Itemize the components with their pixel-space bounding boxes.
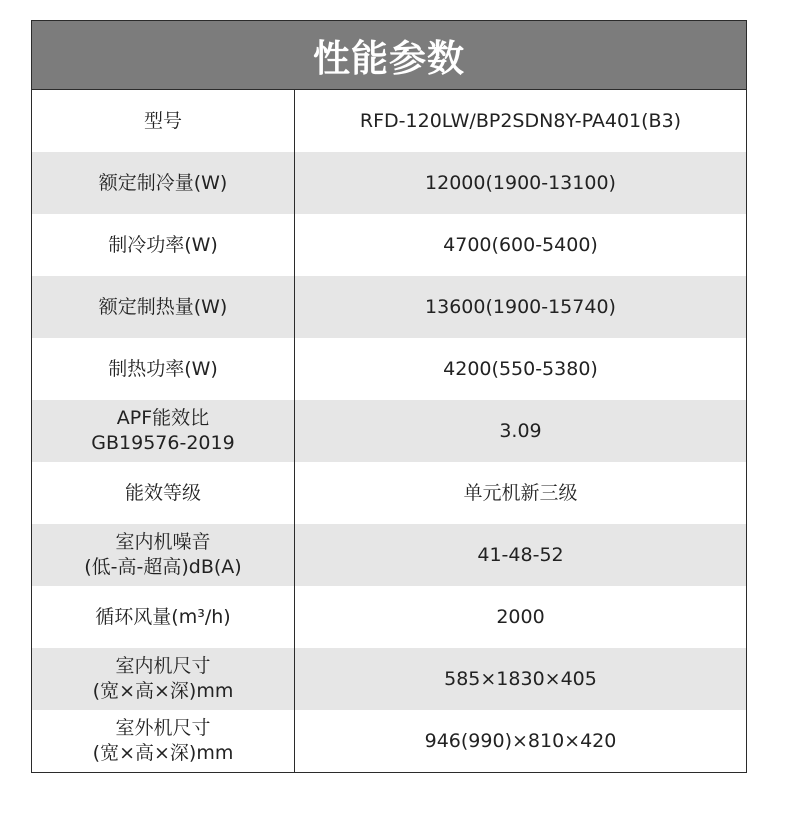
- row-value: 41-48-52: [477, 543, 564, 566]
- row-label: [32, 90, 295, 152]
- row-label-line: (宽×高×深)mm: [92, 742, 234, 764]
- row-label-line: 额定制热量(W): [98, 295, 228, 318]
- row-label: [32, 214, 295, 276]
- row-value: 单元机新三级: [463, 481, 578, 504]
- row-value: 4200(550-5380): [443, 357, 598, 380]
- row-label: [32, 462, 295, 524]
- row-label-line: GB19576-2019: [91, 432, 235, 454]
- row-value: 4700(600-5400): [443, 233, 598, 256]
- table-row-airflow: [32, 586, 746, 648]
- row-value: 3.09: [499, 419, 542, 442]
- table-row-model: [32, 90, 746, 152]
- table-row-energy-grade: [32, 462, 746, 524]
- table-row-indoor-dimensions: [32, 648, 746, 710]
- row-label: [32, 648, 295, 710]
- row-label-line: 制热功率(W): [108, 357, 218, 380]
- row-label: [32, 338, 295, 400]
- row-value: 2000: [496, 605, 545, 628]
- row-label-line: 制冷功率(W): [108, 233, 218, 256]
- table-row-rated-cooling-capacity: [32, 152, 746, 214]
- row-label: [32, 152, 295, 214]
- row-value: RFD-120LW/BP2SDN8Y-PA401(B3): [359, 109, 682, 132]
- table-row-heating-power: [32, 338, 746, 400]
- row-value: 12000(1900-13100): [425, 171, 616, 194]
- table-row-indoor-noise: [32, 524, 746, 586]
- row-label-line: 循环风量(m³/h): [95, 605, 231, 628]
- row-label-line: 型号: [143, 109, 182, 132]
- row-label-line: 能效等级: [124, 481, 201, 504]
- row-label-line: APF能效比: [116, 407, 210, 429]
- row-label-line: (低-高-超高)dB(A): [84, 556, 242, 578]
- row-label: [32, 276, 295, 338]
- row-label: [32, 524, 295, 586]
- row-label-line: 室外机尺寸: [115, 717, 211, 739]
- row-label-line: (宽×高×深)mm: [92, 680, 234, 702]
- table-row-apf: [32, 400, 746, 462]
- row-label: [32, 400, 295, 462]
- spec-table: [31, 20, 747, 773]
- row-label: [32, 586, 295, 648]
- row-value: 946(990)×810×420: [424, 729, 617, 752]
- row-label-line: 额定制冷量(W): [98, 171, 228, 194]
- table-row-cooling-power: [32, 214, 746, 276]
- row-value: 13600(1900-15740): [425, 295, 616, 318]
- row-label-line: 室内机噪音: [115, 531, 211, 553]
- row-label-line: 室内机尺寸: [115, 655, 211, 677]
- row-label: [32, 710, 295, 772]
- row-value: 585×1830×405: [444, 667, 597, 690]
- table-row-outdoor-dimensions: [32, 710, 746, 772]
- table-title: 性能参数: [32, 21, 746, 90]
- table-row-rated-heating-capacity: [32, 276, 746, 338]
